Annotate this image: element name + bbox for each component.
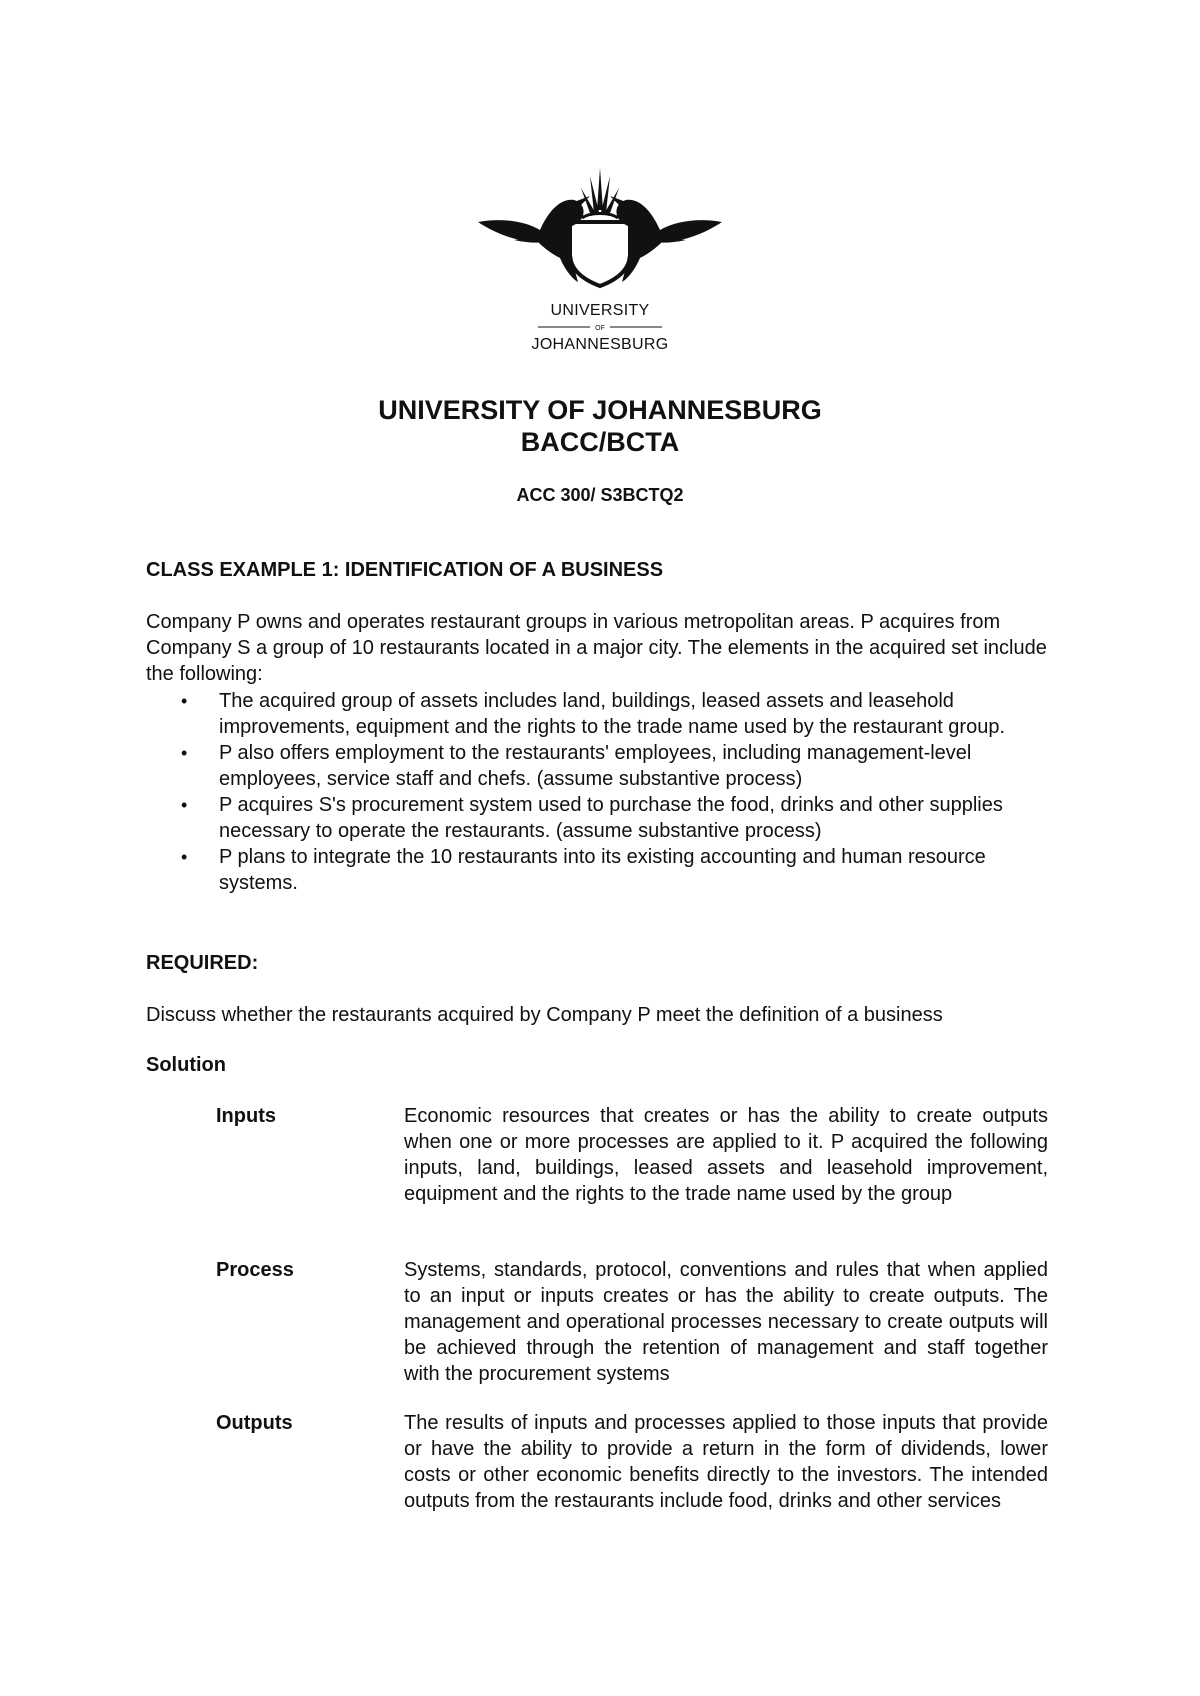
elements-list — [146, 688, 1066, 896]
term-label: Inputs — [216, 1105, 276, 1127]
logo-text-johannesburg: JOHANNESBURG — [531, 336, 669, 353]
term-label: Outputs — [216, 1412, 293, 1434]
list-item: • P also offers employment to the restaurants' employees, including management-level employees, service staff and chefs. (assume substantive process) — [146, 740, 1066, 792]
university-logo — [478, 162, 722, 362]
university-title: UNIVERSITY OF JOHANNESBURG — [378, 395, 822, 425]
intro-paragraph: Company P owns and operates restaurant groups in various metropolitan areas. P acquires from Company S a group of 10 restaurants located in a major city. The elements in the acquired set include the following: — [146, 611, 1047, 685]
term-definition: Economic resources that creates or has the ability to create outputs when one or more processes are applied to it. P acquired the following inputs, land, buildings, leased assets and leasehold improvement, equipment and the rights to the trade name used by the group — [404, 1105, 1048, 1205]
required-heading: REQUIRED: — [146, 952, 259, 974]
list-item: • The acquired group of assets includes land, buildings, leased assets and leasehold improvements, equipment and the rights to the trade name used by the restaurant group. — [146, 688, 1066, 740]
list-item: • P acquires S's procurement system used to purchase the food, drinks and other supplies necessary to operate the restaurants. (assume substantive process) — [146, 792, 1066, 844]
class-example-heading: CLASS EXAMPLE 1: IDENTIFICATION OF A BUSINESS — [146, 559, 664, 581]
course-code: ACC 300/ S3BCTQ2 — [516, 485, 684, 505]
term-definition: Systems, standards, protocol, conventions and rules that when applied to an input or inputs creates or has the ability to create outputs. The management and operational processes necessary to create outputs will be achieved through the retention of management and staff together with the procurement systems — [404, 1259, 1048, 1385]
logo-text-university: UNIVERSITY — [550, 302, 650, 319]
list-item: • P plans to integrate the 10 restaurants into its existing accounting and human resource systems. — [146, 844, 1066, 896]
programme-title: BACC/BCTA — [520, 427, 680, 457]
term-definition: The results of inputs and processes applied to those inputs that provide or have the ability to provide a return in the form of dividends, lower costs or other economic benefits directly to the investors. The intended outputs from the restaurants include food, drinks and other services — [404, 1412, 1048, 1512]
required-text: Discuss whether the restaurants acquired by Company P meet the definition of a business — [146, 1004, 943, 1026]
logo-text-of: OF — [595, 325, 605, 332]
term-label: Process — [216, 1259, 294, 1281]
solution-heading: Solution — [146, 1054, 226, 1076]
uj-crest-icon — [478, 162, 722, 362]
